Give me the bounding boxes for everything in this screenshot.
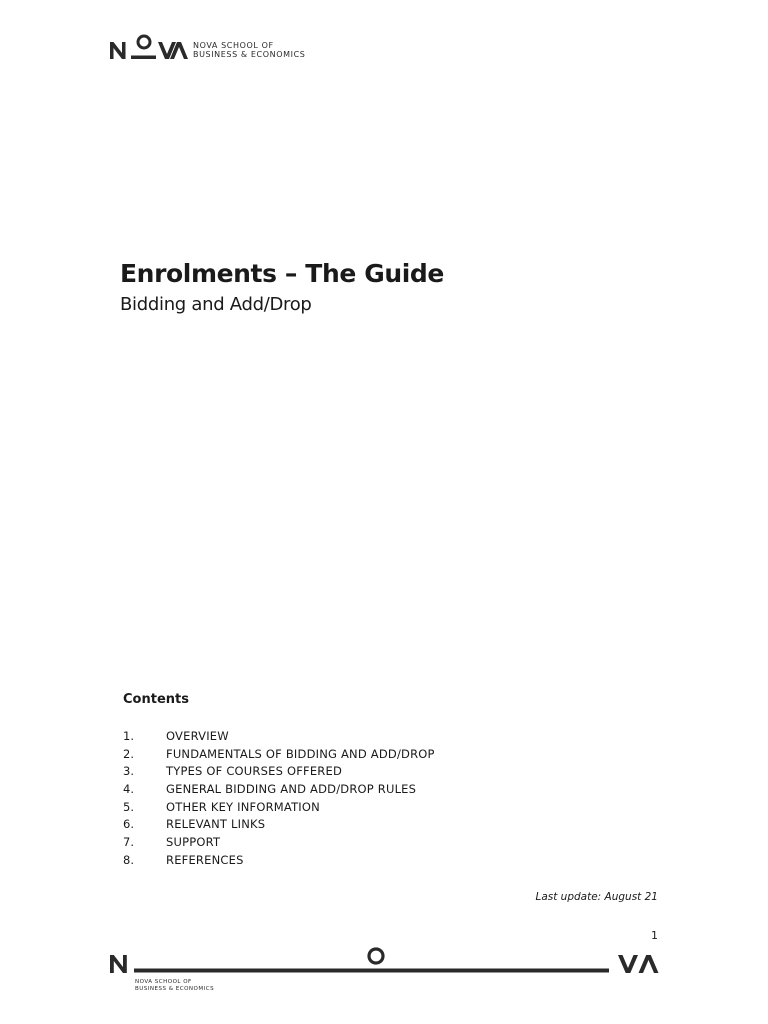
toc-item-number: 3. bbox=[123, 764, 134, 779]
header-school-line2: BUSINESS & ECONOMICS bbox=[193, 50, 306, 59]
toc-item-types-of-courses[interactable] bbox=[123, 763, 435, 781]
toc-item-label: OTHER KEY INFORMATION bbox=[166, 799, 320, 814]
toc-item-general-rules[interactable] bbox=[123, 781, 435, 799]
toc-item-fundamentals[interactable] bbox=[123, 746, 435, 764]
nova-logo-icon bbox=[109, 32, 189, 62]
toc-item-label: OVERVIEW bbox=[166, 729, 229, 743]
toc-item-number: 6. bbox=[123, 817, 134, 832]
toc-item-number: 7. bbox=[123, 835, 134, 850]
toc-item-number: 8. bbox=[123, 852, 134, 867]
toc-item-label: GENERAL BIDDING AND ADD/DROP RULES bbox=[166, 782, 417, 797]
footer-school-name bbox=[135, 979, 214, 992]
document-subtitle: Bidding and Add/Drop bbox=[120, 294, 312, 315]
header-logo bbox=[109, 32, 319, 62]
toc-item-number: 1. bbox=[123, 729, 134, 743]
header-school-line1: NOVA SCHOOL OF bbox=[193, 41, 274, 50]
toc-item-overview[interactable] bbox=[123, 728, 435, 746]
toc-item-number: 2. bbox=[123, 746, 134, 761]
header-school-name bbox=[193, 41, 305, 59]
contents-heading: Contents bbox=[123, 692, 189, 707]
toc-item-support[interactable] bbox=[123, 834, 435, 852]
table-of-contents bbox=[123, 728, 435, 870]
document-title: Enrolments – The Guide bbox=[120, 259, 444, 288]
toc-item-relevant-links[interactable] bbox=[123, 816, 435, 834]
nova-footer-logo-icon bbox=[110, 945, 660, 977]
toc-item-number: 4. bbox=[123, 782, 134, 797]
toc-item-label: TYPES OF COURSES OFFERED bbox=[166, 764, 342, 779]
toc-item-label: FUNDAMENTALS OF BIDDING AND ADD/DROP bbox=[166, 746, 435, 761]
footer-school-line1: NOVA SCHOOL OF bbox=[135, 979, 192, 985]
last-update: Last update: August 21 bbox=[535, 891, 658, 903]
toc-item-label: REFERENCES bbox=[166, 852, 244, 867]
toc-item-other-key-information[interactable] bbox=[123, 799, 435, 817]
footer-school-line2: BUSINESS & ECONOMICS bbox=[135, 985, 215, 992]
toc-item-label: RELEVANT LINKS bbox=[166, 817, 266, 832]
footer-logo bbox=[110, 945, 660, 995]
page-number: 1 bbox=[651, 929, 658, 942]
toc-item-references[interactable] bbox=[123, 852, 435, 870]
toc-item-label: SUPPORT bbox=[166, 835, 221, 850]
toc-item-number: 5. bbox=[123, 799, 134, 814]
